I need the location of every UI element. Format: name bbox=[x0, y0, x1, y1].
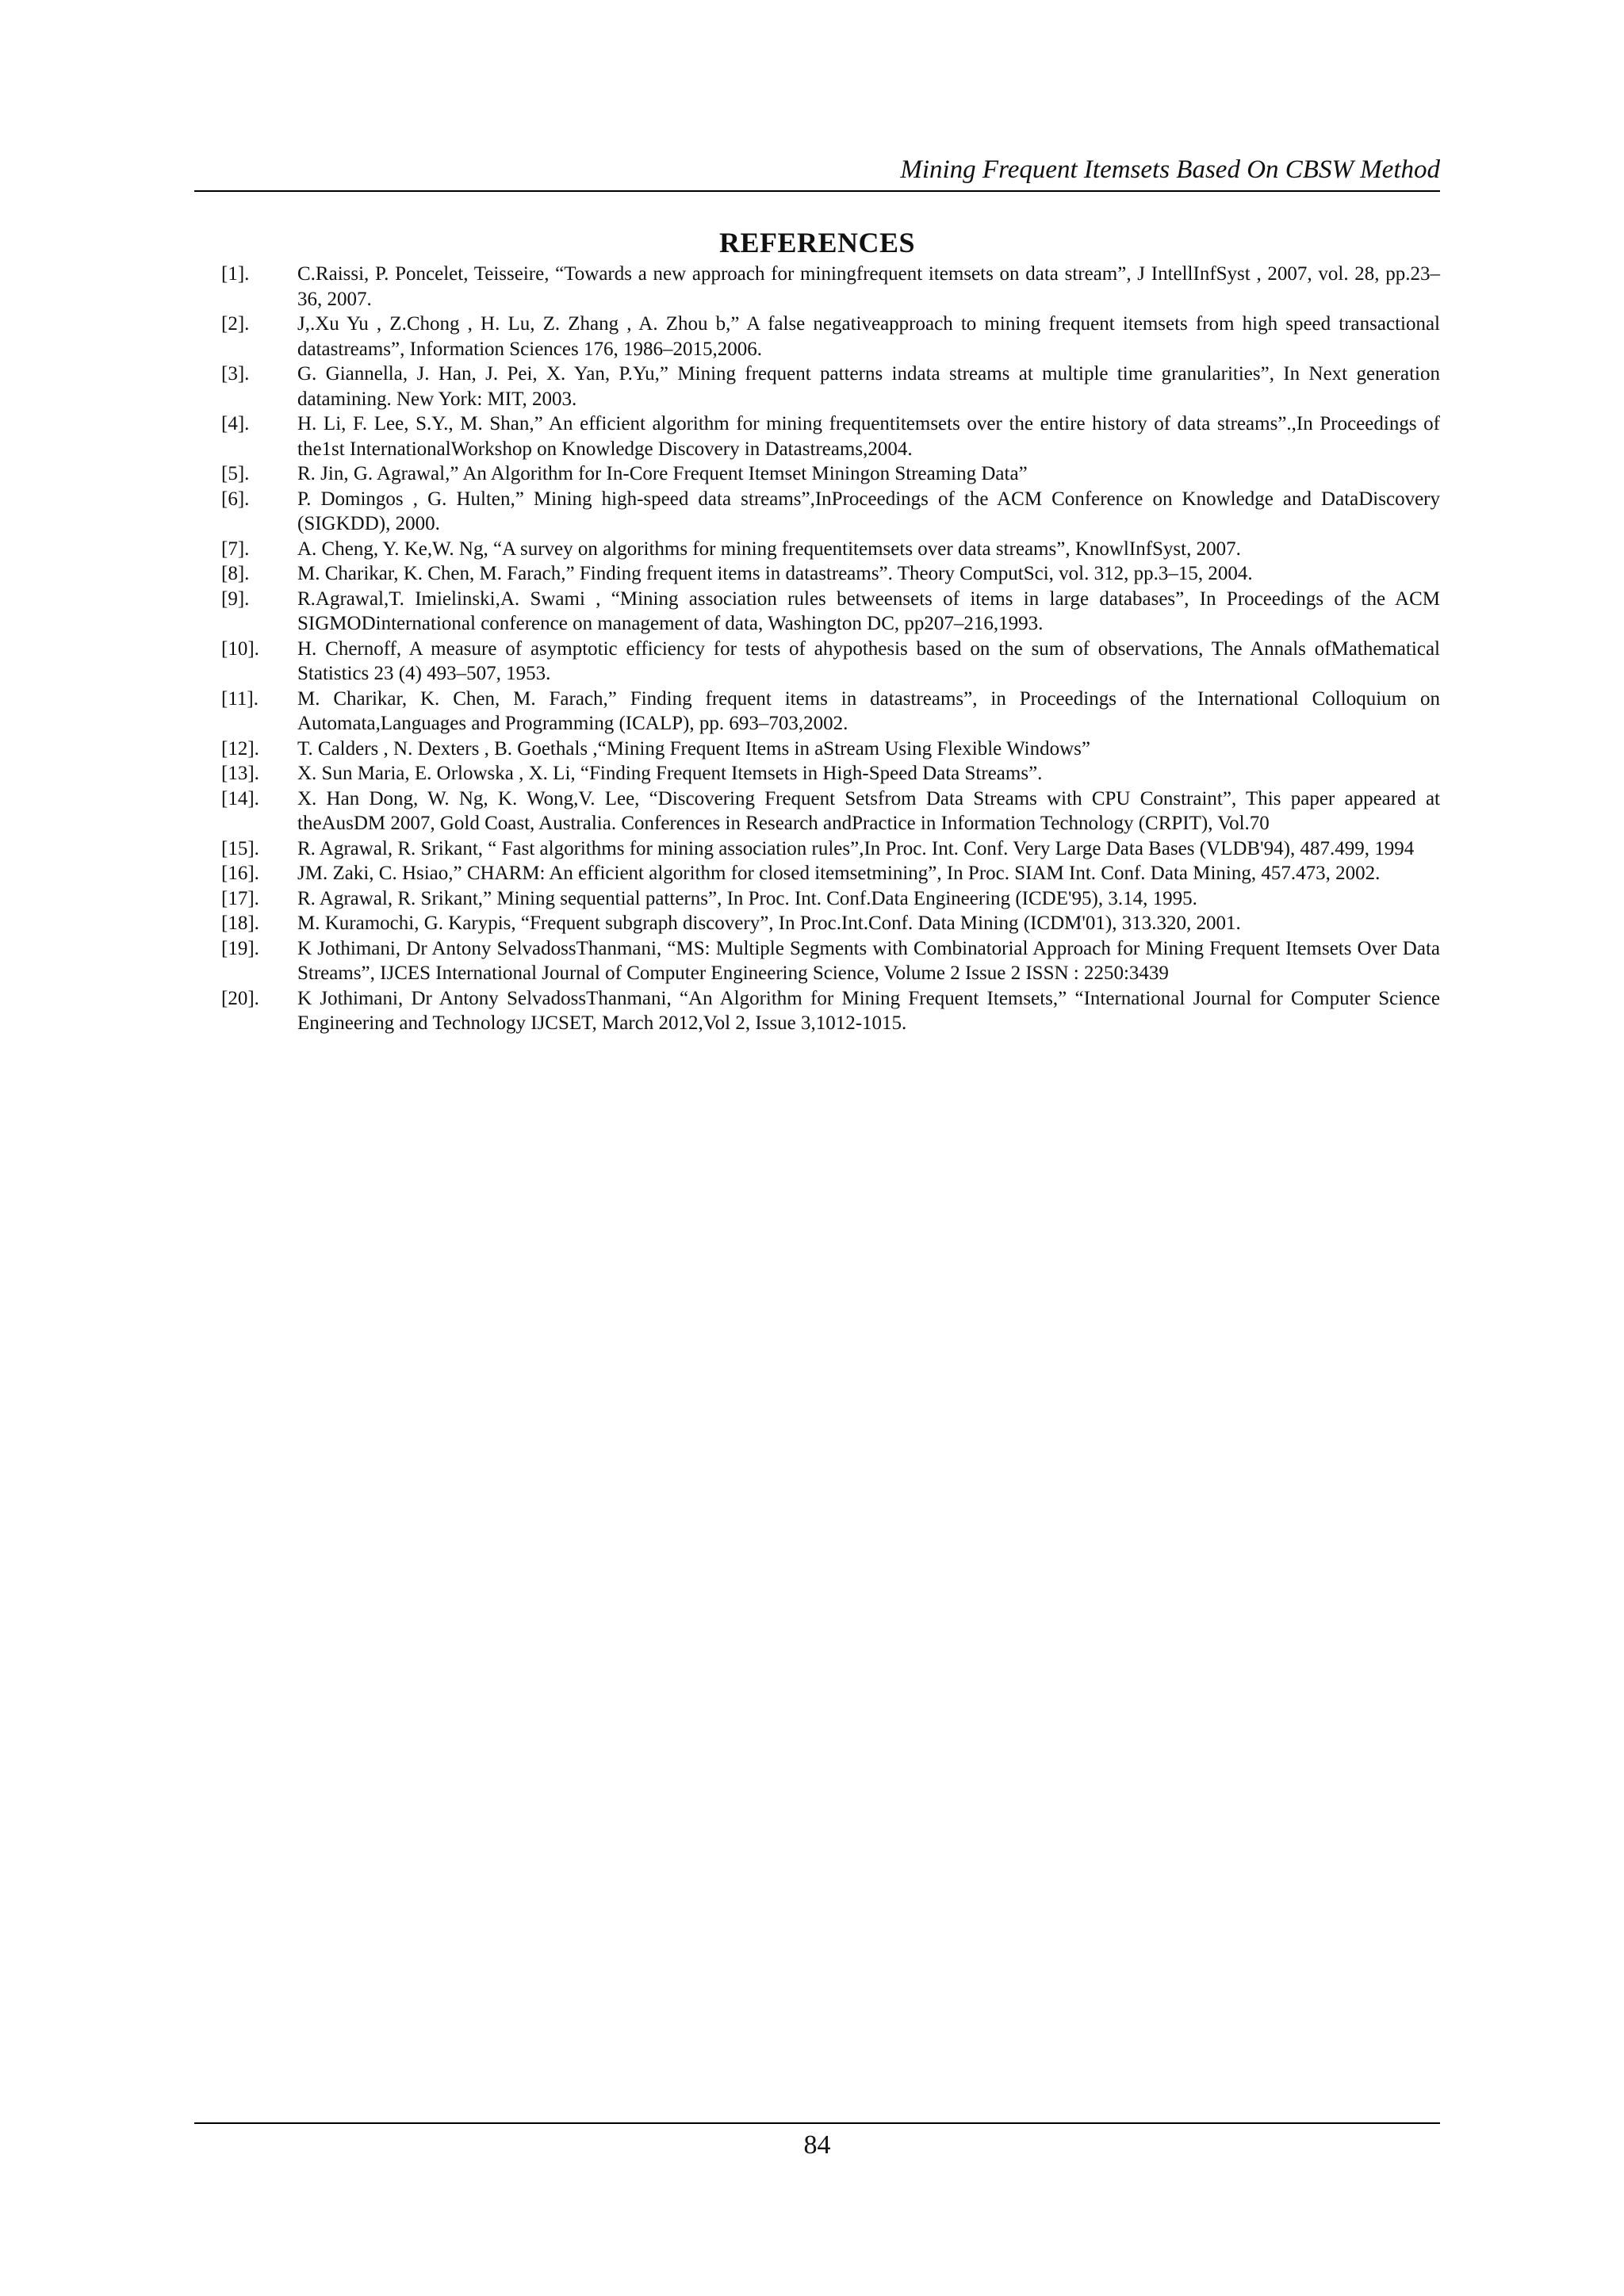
reference-text: K Jothimani, Dr Antony SelvadossThanmani, “MS: Multiple Segments with Combinatorial Approach for Mining Frequent Itemsets Over Data Streams”, IJCES International Journal of Computer Engineering Science, Volume 2 Issue 2 ISSN : 2250:3439 bbox=[297, 937, 1440, 984]
reference-text: JM. Zaki, C. Hsiao,” CHARM: An efficient algorithm for closed itemsetmining”, In Proc. SIAM Int. Conf. Data Mining, 457.473, 2002. bbox=[297, 863, 1381, 884]
reference-number: [8]. bbox=[221, 563, 250, 584]
reference-text: A. Cheng, Y. Ke,W. Ng, “A survey on algorithms for mining frequentitemsets over data streams”, KnowlInfSyst, 2007. bbox=[297, 538, 1241, 560]
reference-item-7 bbox=[221, 537, 1440, 562]
reference-item-6 bbox=[221, 487, 1440, 537]
reference-text: H. Li, F. Lee, S.Y., M. Shan,” An efficient algorithm for mining frequentitemsets over the entire history of data streams”.,In Proceedings of the1st InternationalWorkshop on Knowledge Discovery in Datastreams,2004. bbox=[297, 413, 1440, 460]
reference-item-1 bbox=[221, 262, 1440, 312]
reference-item-8 bbox=[221, 561, 1440, 587]
page-number: 84 bbox=[803, 2130, 831, 2160]
reference-number: [16]. bbox=[221, 863, 259, 884]
reference-item-5 bbox=[221, 461, 1440, 487]
reference-text: X. Han Dong, W. Ng, K. Wong,V. Lee, “Discovering Frequent Setsfrom Data Streams with CPU Constraint”, This paper appeared at theAusDM 2007, Gold Coast, Australia. Conferences in Research andPractice in Information Technology (CRPIT), Vol.70 bbox=[297, 787, 1440, 834]
reference-number: [10]. bbox=[221, 637, 259, 660]
reference-text: G. Giannella, J. Han, J. Pei, X. Yan, P.Yu,” Mining frequent patterns indata streams at multiple time granularities”, In Next generation datamining. New York: MIT, 2003. bbox=[297, 363, 1440, 410]
reference-number: [18]. bbox=[221, 913, 259, 934]
reference-number: [13]. bbox=[221, 763, 259, 784]
reference-text: H. Chernoff, A measure of asymptotic efficiency for tests of ahypothesis based on the sum of observations, The Annals ofMathematical Statistics 23 (4) 493–507, 1953. bbox=[297, 637, 1440, 684]
reference-item-11 bbox=[221, 687, 1440, 737]
reference-item-15 bbox=[221, 836, 1440, 862]
reference-number: [3]. bbox=[221, 363, 250, 385]
reference-text: X. Sun Maria, E. Orlowska , X. Li, “Finding Frequent Itemsets in High-Speed Data Streams”. bbox=[297, 763, 1043, 784]
reference-number: [19]. bbox=[221, 937, 259, 959]
reference-number: [5]. bbox=[221, 463, 250, 484]
reference-number: [20]. bbox=[221, 987, 259, 1009]
reference-number: [17]. bbox=[221, 887, 259, 909]
reference-number: [12]. bbox=[221, 737, 259, 760]
reference-item-19 bbox=[221, 936, 1440, 986]
reference-text: R. Agrawal, R. Srikant, “ Fast algorithms for mining association rules”,In Proc. Int. Conf. Very Large Data Bases (VLDB'94), 487.499, 1994 bbox=[297, 837, 1415, 859]
reference-text: M. Kuramochi, G. Karypis, “Frequent subgraph discovery”, In Proc.Int.Conf. Data Mining (ICDM'01), 313.320, 2001. bbox=[297, 913, 1241, 934]
reference-item-14 bbox=[221, 786, 1440, 836]
reference-number: [15]. bbox=[221, 837, 259, 859]
reference-item-9 bbox=[221, 587, 1440, 637]
reference-text: T. Calders , N. Dexters , B. Goethals ,“Mining Frequent Items in aStream Using Flexible Windows” bbox=[297, 737, 1090, 760]
reference-number: [6]. bbox=[221, 488, 250, 510]
reference-item-2 bbox=[221, 312, 1440, 362]
reference-number: [2]. bbox=[221, 313, 250, 335]
reference-item-3 bbox=[221, 362, 1440, 411]
reference-text: R. Agrawal, R. Srikant,” Mining sequential patterns”, In Proc. Int. Conf.Data Engineering (ICDE'95), 3.14, 1995. bbox=[297, 887, 1197, 909]
reference-text: J,.Xu Yu , Z.Chong , H. Lu, Z. Zhang , A. Zhou b,” A false negativeapproach to mining frequent itemsets from high speed transactional datastreams”, Information Sciences 176, 1986–2015,2006. bbox=[297, 313, 1440, 360]
reference-number: [9]. bbox=[221, 587, 250, 610]
reference-text: P. Domingos , G. Hulten,” Mining high-speed data streams”,InProceedings of the ACM Conference on Knowledge and DataDiscovery (SIGKDD), 2000. bbox=[297, 488, 1440, 534]
reference-text: M. Charikar, K. Chen, M. Farach,” Finding frequent items in datastreams”. Theory ComputSci, vol. 312, pp.3–15, 2004. bbox=[297, 563, 1253, 584]
reference-list bbox=[221, 262, 1440, 1036]
reference-item-16 bbox=[221, 861, 1440, 886]
reference-text: M. Charikar, K. Chen, M. Farach,” Finding frequent items in datastreams”, in Proceedings of the International Colloquium on Automata,Languages and Programming (ICALP), pp. 693–703,2002. bbox=[297, 687, 1440, 734]
reference-text: C.Raissi, P. Poncelet, Teisseire, “Towards a new approach for miningfrequent itemsets on data stream”, J IntellInfSyst , 2007, vol. 28, pp.23–36, 2007. bbox=[297, 263, 1440, 310]
reference-item-18 bbox=[221, 911, 1440, 936]
reference-text: K Jothimani, Dr Antony SelvadossThanmani, “An Algorithm for Mining Frequent Itemsets,” “International Journal for Computer Science Engineering and Technology IJCSET, March 2012,Vol 2, Issue 3,1012-1015. bbox=[297, 987, 1440, 1034]
reference-text: R.Agrawal,T. Imielinski,A. Swami , “Mining association rules betweensets of items in large databases”, In Proceedings of the ACM SIGMODinternational conference on management of data, Washington DC, pp207–216,1993. bbox=[297, 587, 1440, 634]
reference-item-13 bbox=[221, 761, 1440, 786]
footer-rule bbox=[194, 2122, 1440, 2124]
reference-number: [14]. bbox=[221, 787, 259, 809]
reference-number: [4]. bbox=[221, 413, 250, 434]
header-rule bbox=[194, 190, 1440, 192]
reference-text: R. Jin, G. Agrawal,” An Algorithm for In-Core Frequent Itemset Miningon Streaming Data” bbox=[297, 463, 1028, 484]
reference-number: [7]. bbox=[221, 538, 250, 560]
running-header-title: Mining Frequent Itemsets Based On CBSW Method bbox=[900, 155, 1440, 184]
reference-item-20 bbox=[221, 986, 1440, 1036]
references-heading: REFERENCES bbox=[718, 227, 916, 258]
reference-item-17 bbox=[221, 886, 1440, 912]
reference-number: [11]. bbox=[221, 687, 259, 710]
reference-item-12 bbox=[221, 737, 1440, 762]
reference-item-4 bbox=[221, 411, 1440, 461]
reference-number: [1]. bbox=[221, 263, 250, 285]
reference-item-10 bbox=[221, 637, 1440, 687]
